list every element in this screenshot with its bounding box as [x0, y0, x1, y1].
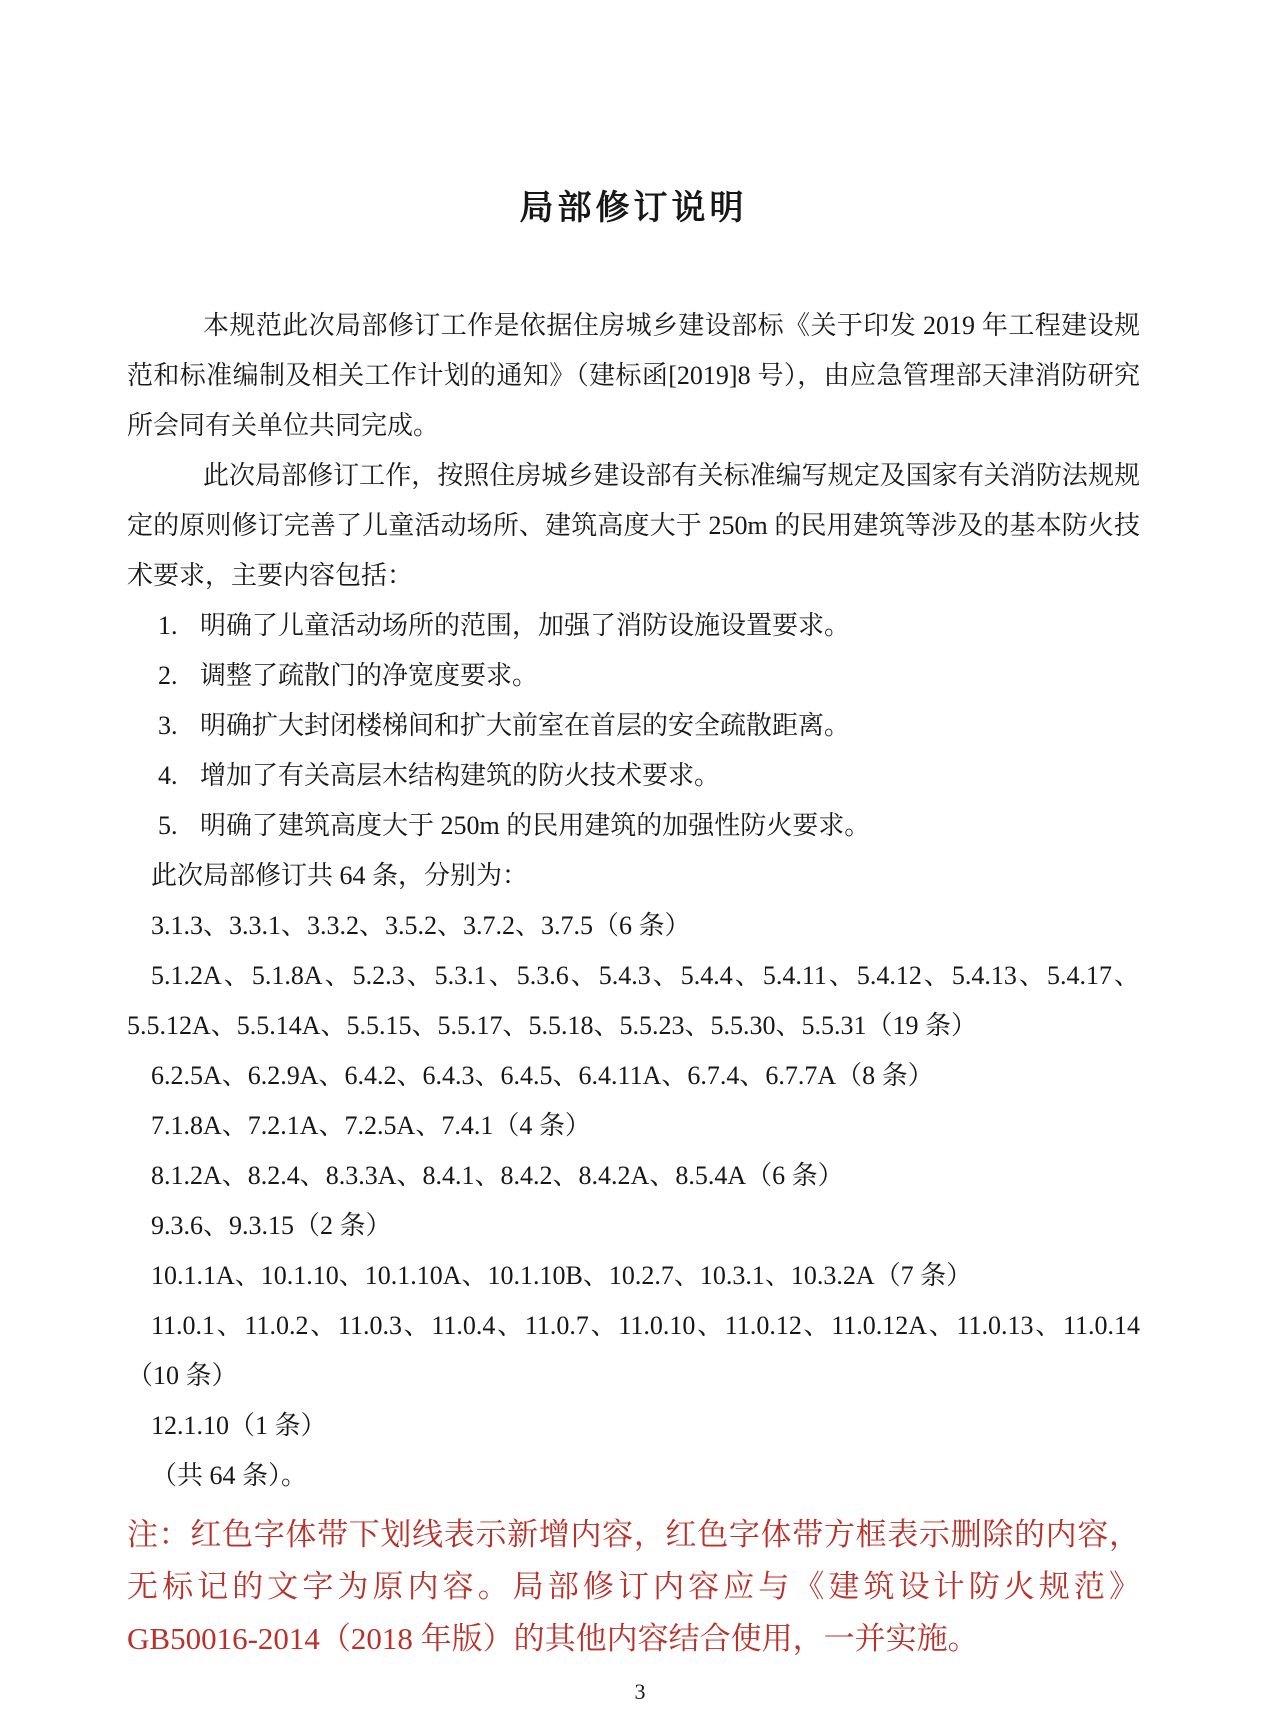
revision-total-line: （共 64 条）。: [151, 1461, 308, 1490]
item-text: 明确了建筑高度大于 250m 的民用建筑的加强性防火要求。: [200, 811, 871, 840]
item-number: 5.: [158, 811, 178, 840]
item-number: 1.: [158, 611, 178, 640]
numbered-item-3: [127, 701, 1140, 751]
revision-group-ch7: 7.1.8A、7.2.1A、7.2.5A、7.4.1（4 条）: [151, 1111, 591, 1140]
numbered-item-5: [127, 801, 1140, 851]
item-number: 2.: [158, 661, 178, 690]
page-title: 局部修订说明: [519, 190, 748, 227]
item-text: 明确了儿童活动场所的范围，加强了消防设施设置要求。: [200, 611, 851, 640]
intro-paragraph-2: 此次局部修订工作，按照住房城乡建设部有关标准编写规定及国家有关消防法规规定的原则修订完善了儿童活动场所、建筑高度大于 250m 的民用建筑等涉及的基本防火技术要求，主要内容包括：: [127, 461, 1140, 590]
item-text: 增加了有关高层木结构建筑的防火技术要求。: [200, 761, 721, 790]
numbered-item-2: [127, 651, 1140, 701]
revision-group-ch9: 9.3.6、9.3.15（2 条）: [151, 1211, 392, 1240]
revision-group-ch8: 8.1.2A、8.2.4、8.3.3A、8.4.1、8.4.2、8.4.2A、8.5.4A（6 条）: [151, 1161, 844, 1190]
revision-note: 注：红色字体带下划线表示新增内容，红色字体带方框表示删除的内容，无标记的文字为原内容。局部修订内容应与《建筑设计防火规范》GB50016-2014（2018 年版）的其他内容结合使用，一并实施。: [127, 1517, 1140, 1656]
revision-group-ch12: 12.1.10（1 条）: [151, 1411, 327, 1440]
intro-paragraph-1: 本规范此次局部修订工作是依据住房城乡建设部标《关于印发 2019 年工程建设规范和标准编制及相关工作计划的通知》（建标函[2019]8 号），由应急管理部天津消防研究所会同有关单位共同完成。: [127, 311, 1140, 440]
numbered-item-1: [127, 601, 1140, 651]
item-number: 4.: [158, 761, 178, 790]
revision-group-ch10: 10.1.1A、10.1.10、10.1.10A、10.1.10B、10.2.7、10.3.1、10.3.2A（7 条）: [151, 1261, 973, 1290]
item-number: 3.: [158, 711, 178, 740]
page-number: 3: [634, 1679, 646, 1704]
revision-group-ch11: 11.0.1、11.0.2、11.0.3、11.0.4、11.0.7、11.0.10、11.0.12、11.0.12A、11.0.13、11.0.14（10 条）: [127, 1311, 1140, 1390]
revision-group-ch3: 3.1.3、3.3.1、3.3.2、3.5.2、3.7.2、3.7.5（6 条）: [151, 911, 691, 940]
item-text: 明确扩大封闭楼梯间和扩大前室在首层的安全疏散距离。: [200, 711, 851, 740]
item-text: 调整了疏散门的净宽度要求。: [200, 661, 539, 690]
revision-count-intro: 此次局部修订共 64 条，分别为：: [151, 861, 529, 890]
numbered-item-4: [127, 751, 1140, 801]
revision-group-ch5: 5.1.2A、5.1.8A、5.2.3、5.3.1、5.3.6、5.4.3、5.4.4、5.4.11、5.4.12、5.4.13、5.4.17、5.5.12A、5.5.14A、5.5.15、5.5.17、5.5.18、5.5.23、5.5.30、5.5.31（19 条）: [127, 961, 1140, 1040]
revision-group-ch6: 6.2.5A、6.2.9A、6.4.2、6.4.3、6.4.5、6.4.11A、6.7.4、6.7.7A（8 条）: [151, 1061, 934, 1090]
